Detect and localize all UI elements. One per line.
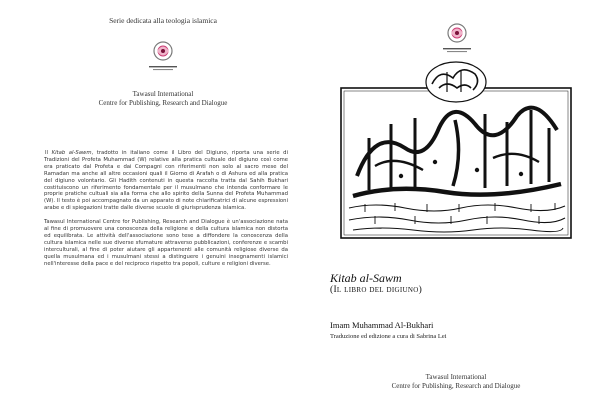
book-author: Imam Muhammad Al-Bukhari xyxy=(330,320,434,330)
publisher-subtitle: Centre for Publishing, Research and Dialogue xyxy=(391,381,521,390)
publisher-block xyxy=(312,373,600,390)
publisher-block xyxy=(18,90,308,107)
description-text-1: , tradotto in italiano come il Libro del Digiuno, riporta una serie di Tradizioni del Profeta Muhammad (W) relative alla pratica cultuale del digiuno così come era praticato dal Profeta e dai Compagni con riferimenti non solo al sacro mese del Ramadan ma anche all altre occasioni quali il Giorno di Arafah o di Ashura ed alla pratica del digiuno volontario. Gli Hadith contenuti in questa raccolta tratta dal Sahih Bukhari costituiscono un riferimento fondamentale per il musulmano che intenda conformare le proprie pratiche cultuali sia alla forma che allo spirito della Sunna del Profeta Muhammad (W). Il testo è poi accompagnato da un apparato di note chiarificatrici di alcune espressioni arabe e di spiegazioni tratte dalle diverse scuole di giurisprudenza islamica. xyxy=(44,150,288,212)
tawasul-logo-icon xyxy=(439,18,475,58)
description-paragraph-1 xyxy=(44,150,288,212)
description-lead: Il xyxy=(45,150,52,156)
publisher-name: Tawasul International xyxy=(425,373,487,381)
arabic-calligraphy-frame-icon xyxy=(335,58,577,243)
series-note: Serie dedicata alla teologia islamica xyxy=(109,16,217,25)
description-book-title: Kitab al-Sawm xyxy=(51,150,92,156)
description-paragraph-2: Tawasul International Centre for Publishing, Research and Dialogue è un'associazione nata al fine di promuovere una conoscenza della religione e della cultura islamica non distorta ed equilibrata. Le attività dell'associazione sono tese a diffondere la conoscenza della cultura islamica nelle sue diverse sfumature attraverso pubblicazioni, conferenze e scambi interculturali, al fine di poter aiutare gli appartenenti alle comunità religiose diverse da quella musulmana ed i musulmani stessi a distinguere i genuini insegnamenti islamici nell'interesse della pace e del reciproco rispetto tra popoli, culture e religioni diverse. xyxy=(44,219,288,267)
publisher-subtitle: Centre for Publishing, Research and Dialogue xyxy=(98,98,228,107)
back-cover xyxy=(18,0,308,411)
translator-credit: Traduzione ed edizione a cura di Sabrina Lei xyxy=(330,333,447,340)
book-title: Kitab al-Sawm xyxy=(330,271,402,285)
book-description xyxy=(44,150,288,275)
publisher-name: Tawasul International xyxy=(132,90,194,98)
front-cover xyxy=(312,0,600,411)
book-subtitle: (Il libro del digiuno) xyxy=(330,285,423,295)
tawasul-logo-icon xyxy=(145,36,181,76)
